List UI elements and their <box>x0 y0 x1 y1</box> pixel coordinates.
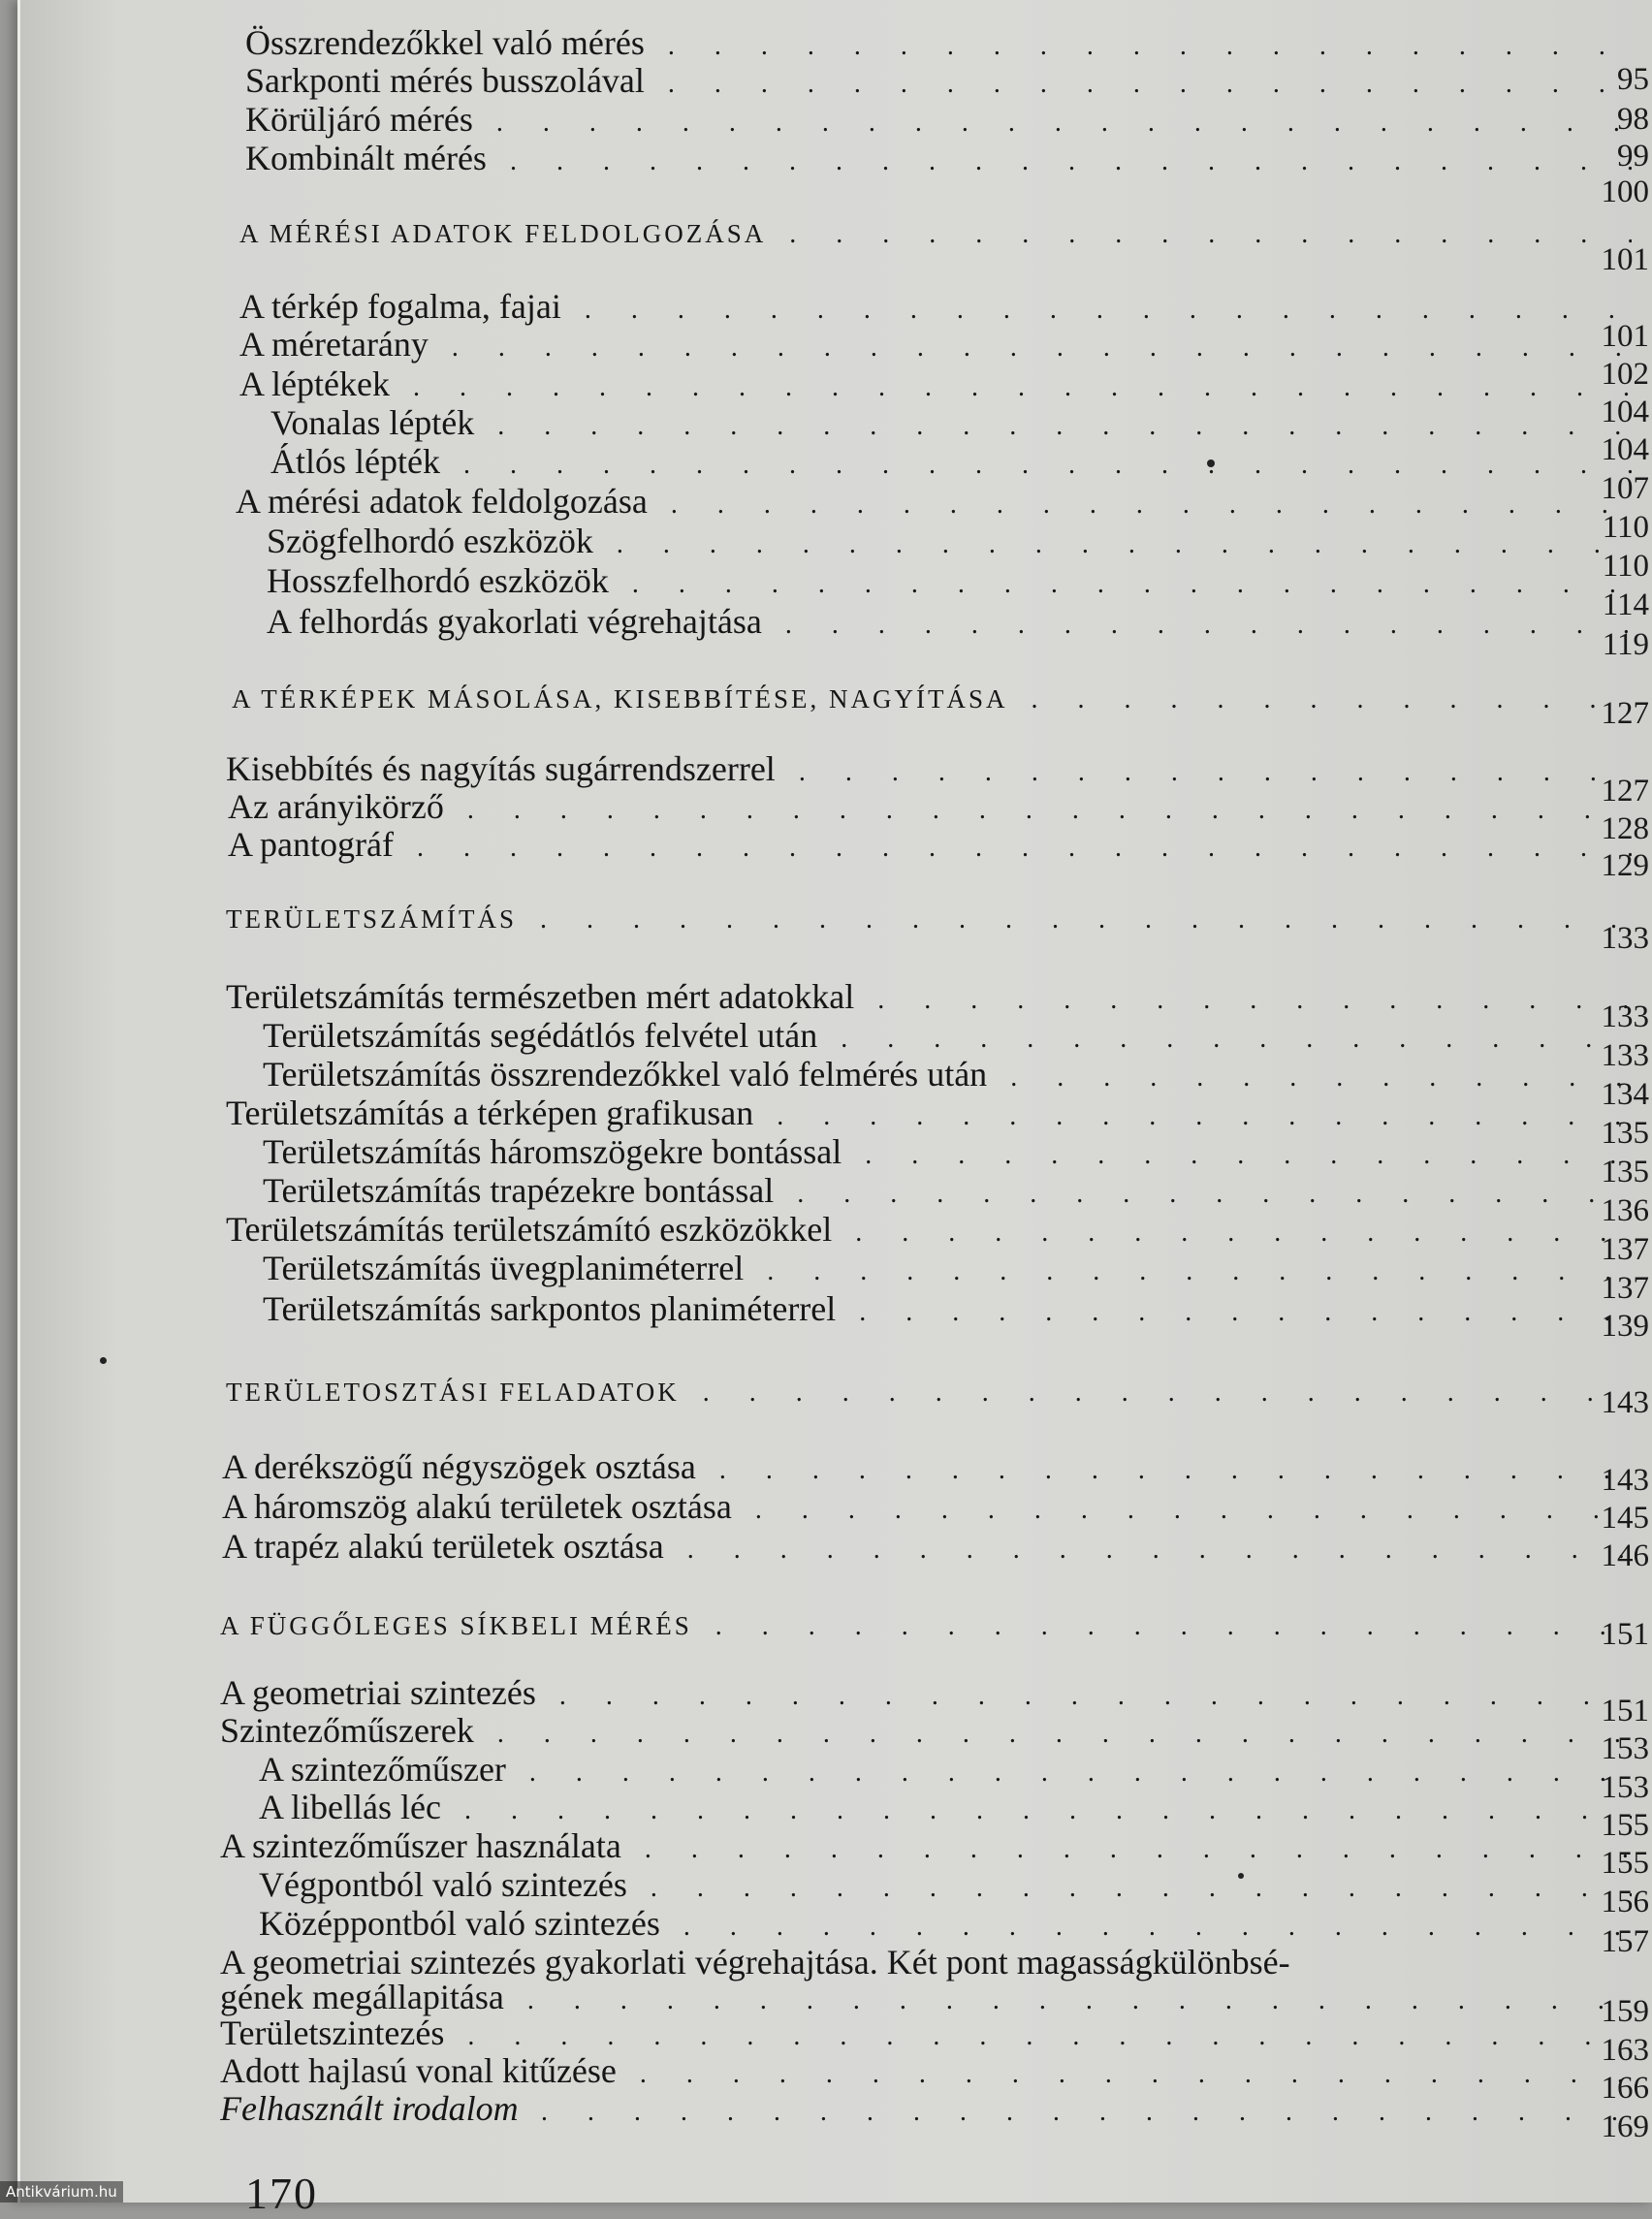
toc-entry: A mérési adatok feldolgozása . . . <box>236 482 1632 521</box>
page-number: 139 <box>1601 1309 1649 1344</box>
page-number: 157 <box>1601 1924 1649 1959</box>
page-number: 98 <box>1617 102 1649 137</box>
toc-entry: A pantográf . . . <box>228 825 1632 864</box>
page-number: 99 <box>1617 139 1649 174</box>
page-number: 155 <box>1601 1846 1649 1881</box>
page-number: 133 <box>1601 999 1649 1034</box>
toc-entry: A felhordás gyakorlati végrehajtása . . . <box>267 602 1632 641</box>
toc-section-heading: TERÜLETSZÁMÍTÁS . . . <box>226 900 1632 938</box>
page-number: 137 <box>1601 1232 1649 1267</box>
page-number: 156 <box>1601 1885 1649 1919</box>
page-number: 114 <box>1602 587 1649 622</box>
page-number: 159 <box>1601 1994 1649 2029</box>
page-number: 104 <box>1601 395 1649 429</box>
toc-entry: Területszámítás összrendezőkkel való felmérés után . . . <box>263 1055 1632 1094</box>
toc-entry: Területszámítás a térképen grafikusan . . . <box>226 1094 1632 1132</box>
page-number: 151 <box>1601 1694 1649 1728</box>
toc-entry: Felhasznált irodalom . . . <box>220 2089 1632 2128</box>
toc-entry: A léptékek . . . <box>239 365 1632 403</box>
toc-entry: Területszámítás területszámító eszközökkel . . . <box>226 1210 1632 1249</box>
toc-entry: Területszámítás segédátlós felvétel után . . . <box>263 1016 1632 1055</box>
page-number: 163 <box>1601 2033 1649 2068</box>
toc-entry: Végpontból való szintezés . . . <box>259 1865 1632 1904</box>
page-number: 127 <box>1601 696 1649 731</box>
toc-entry: A geometriai szintezés gyakorlati végrehajtása. Két pont magasságkülönbsé- <box>220 1943 1290 1981</box>
toc-section-heading: A MÉRÉSI ADATOK FELDOLGOZÁSA . . . <box>239 214 1632 253</box>
page-number: 110 <box>1602 510 1649 545</box>
book-page <box>17 0 1652 2218</box>
toc-entry: Középpontból való szintezés . . . <box>259 1904 1632 1943</box>
toc-entry: Összrendezőkkel való mérés . . . <box>245 23 1632 62</box>
page-number: 136 <box>1601 1193 1649 1228</box>
toc-entry: Területszámítás üvegplaniméterrel . . . <box>263 1249 1632 1287</box>
page-number: 110 <box>1602 549 1649 584</box>
page-number: 104 <box>1601 432 1649 467</box>
page-number: 107 <box>1601 471 1649 506</box>
toc-entry: Vonalas lépték . . . <box>270 403 1632 442</box>
toc-entry: A derékszögű négyszögek osztása . . . <box>222 1447 1632 1486</box>
toc-entry: A szintezőműszer . . . <box>259 1750 1632 1789</box>
page-number: 101 <box>1601 319 1649 354</box>
toc-entry: Adott hajlasú vonal kitűzése . . . <box>220 2051 1632 2090</box>
toc-entry-continuation: gének megállapitása . . . <box>220 1978 1632 2016</box>
toc-entry: Körüljáró mérés . . . <box>245 100 1632 139</box>
toc-entry: A trapéz alakú területek osztása . . . <box>222 1527 1632 1566</box>
page-number: 95 <box>1617 62 1649 97</box>
toc-entry: Területszámítás trapézekre bontással . . . <box>263 1171 1632 1210</box>
page-number: 153 <box>1601 1770 1649 1805</box>
toc-entry: Szögfelhordó eszközök . . . <box>267 522 1632 560</box>
page-number: 137 <box>1601 1271 1649 1306</box>
page-number: 135 <box>1601 1155 1649 1189</box>
ink-speck <box>100 1357 107 1364</box>
page-number: 133 <box>1601 921 1649 956</box>
toc-entry: Területszámítás sarkpontos planiméterrel . . . <box>263 1289 1632 1328</box>
page-number: 146 <box>1601 1538 1649 1573</box>
toc-entry: Területszintezés . . . <box>220 2013 1632 2052</box>
page-number: 155 <box>1601 1808 1649 1843</box>
page-folio: 170 <box>245 2169 318 2218</box>
toc-entry: A méretarány . . . <box>239 325 1632 364</box>
page-number: 134 <box>1601 1077 1649 1112</box>
ink-speck <box>1207 460 1215 467</box>
toc-entry: A szintezőműszer használata . . . <box>220 1826 1632 1865</box>
page-number: 169 <box>1601 2109 1649 2144</box>
toc-entry: Szintezőműszerek . . . <box>220 1711 1632 1750</box>
page-number: 135 <box>1601 1116 1649 1151</box>
toc-section-heading: A TÉRKÉPEK MÁSOLÁSA, KISEBBÍTÉSE, NAGYÍTÁSA . . . <box>232 680 1632 718</box>
toc-entry: A térkép fogalma, fajai . . . <box>239 287 1632 326</box>
toc-entry: Területszámítás háromszögekre bontással . . . <box>263 1132 1632 1171</box>
page-number: 145 <box>1601 1501 1649 1536</box>
toc-section-heading: A FÜGGŐLEGES SÍKBELI MÉRÉS . . . <box>220 1606 1632 1645</box>
watermark: Antikvárium.hu <box>0 2181 123 2203</box>
toc-section-heading: TERÜLETOSZTÁSI FELADATOK . . . <box>226 1373 1632 1411</box>
page-number: 100 <box>1601 174 1649 209</box>
page-number: 129 <box>1601 848 1649 883</box>
toc-entry: A geometriai szintezés . . . <box>220 1673 1632 1712</box>
page-number: 119 <box>1602 627 1649 662</box>
toc-entry: Kisebbítés és nagyítás sugárrendszerrel . . . <box>226 749 1632 788</box>
page-number: 166 <box>1601 2071 1649 2106</box>
page-number: 151 <box>1601 1617 1649 1652</box>
page-number: 127 <box>1601 774 1649 808</box>
page-number: 102 <box>1601 357 1649 392</box>
toc-entry: Kombinált mérés . . . <box>245 139 1632 177</box>
page-number: 128 <box>1601 811 1649 846</box>
ink-speck <box>1238 1873 1244 1879</box>
page-number: 101 <box>1601 242 1649 277</box>
toc-entry: Hosszfelhordó eszközök . . . <box>267 561 1632 600</box>
toc-entry: Átlós lépték . . . <box>270 442 1632 481</box>
page-number: 143 <box>1601 1463 1649 1498</box>
page-number: 143 <box>1601 1385 1649 1420</box>
toc-entry: Sarkponti mérés busszolával . . . <box>245 61 1632 100</box>
toc-entry: Területszámítás természetben mért adatokkal . . . <box>226 977 1632 1016</box>
toc-entry: Az arányikörző . . . <box>228 787 1632 826</box>
page-number: 133 <box>1601 1038 1649 1073</box>
toc-entry: A libellás léc . . . <box>259 1788 1632 1826</box>
toc-entry: A háromszög alakú területek osztása . . . <box>222 1487 1632 1526</box>
page-number: 153 <box>1601 1731 1649 1766</box>
